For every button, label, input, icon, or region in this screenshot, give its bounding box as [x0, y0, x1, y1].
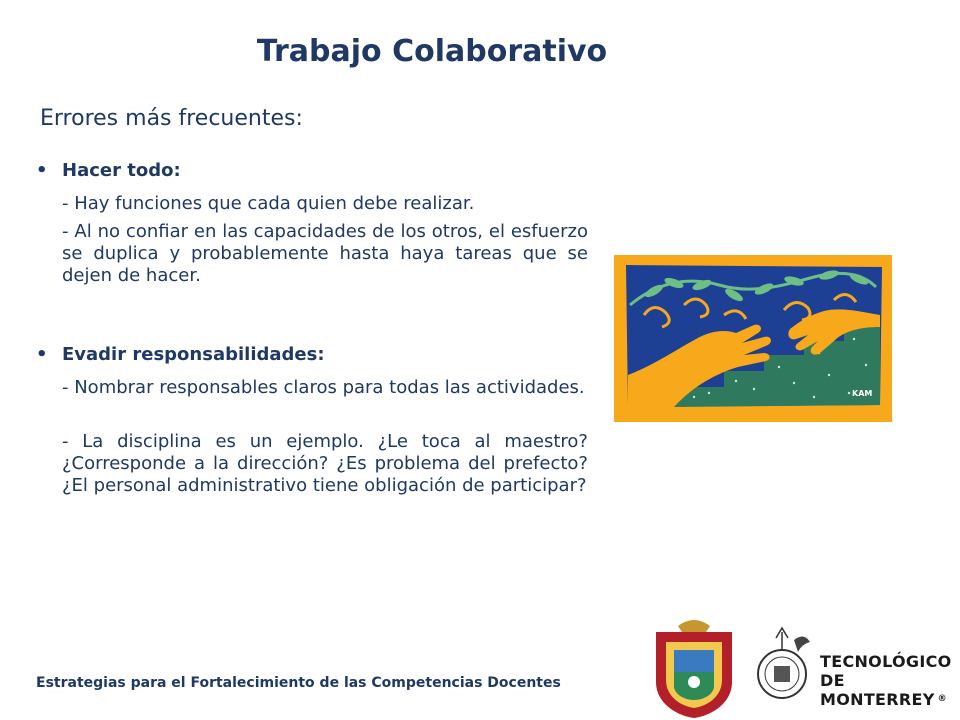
- bullet-evadir-responsabilidades: [36, 344, 588, 497]
- slide-subtitle: Errores más frecuentes:: [40, 106, 303, 131]
- bullet-heading: Evadir responsabilidades:: [62, 344, 325, 365]
- bullet-paragraph: - Nombrar responsables claros para todas las actividades.: [62, 377, 585, 398]
- bullet-dot: •: [36, 160, 48, 181]
- tec-monterrey-seal-icon: [758, 628, 810, 698]
- estado-de-mexico-shield-icon: [656, 620, 732, 718]
- bullet-hacer-todo: [36, 160, 588, 287]
- artwork-signature: KAM: [852, 389, 873, 398]
- tec-line-1: TECNOLÓGICO: [820, 652, 952, 671]
- footer-text: Estrategias para el Fortalecimiento de las Competencias Docentes: [36, 675, 561, 691]
- collaboration-artwork: [614, 255, 892, 422]
- bullet-paragraph: - Hay funciones que cada quien debe realizar.: [62, 193, 475, 214]
- bullet-paragraph: - Al no confiar en las capacidades de los otros, el esfuerzo se duplica y probablemente hasta haya tareas que se dejen de hacer.: [62, 221, 588, 286]
- slide-title: Trabajo Colaborativo: [256, 34, 608, 69]
- tec-monterrey-wordmark: [820, 652, 960, 709]
- bullet-dot: •: [36, 344, 48, 365]
- bullet-heading: Hacer todo:: [62, 160, 181, 181]
- registered-mark: ®: [937, 694, 947, 704]
- tec-line-2: DE MONTERREY: [820, 671, 935, 709]
- bullet-paragraph: - La disciplina es un ejemplo. ¿Le toca al maestro? ¿Corresponde a la dirección? ¿Es problema del prefecto? ¿El personal administrativo tiene obligación de participar?: [62, 431, 588, 496]
